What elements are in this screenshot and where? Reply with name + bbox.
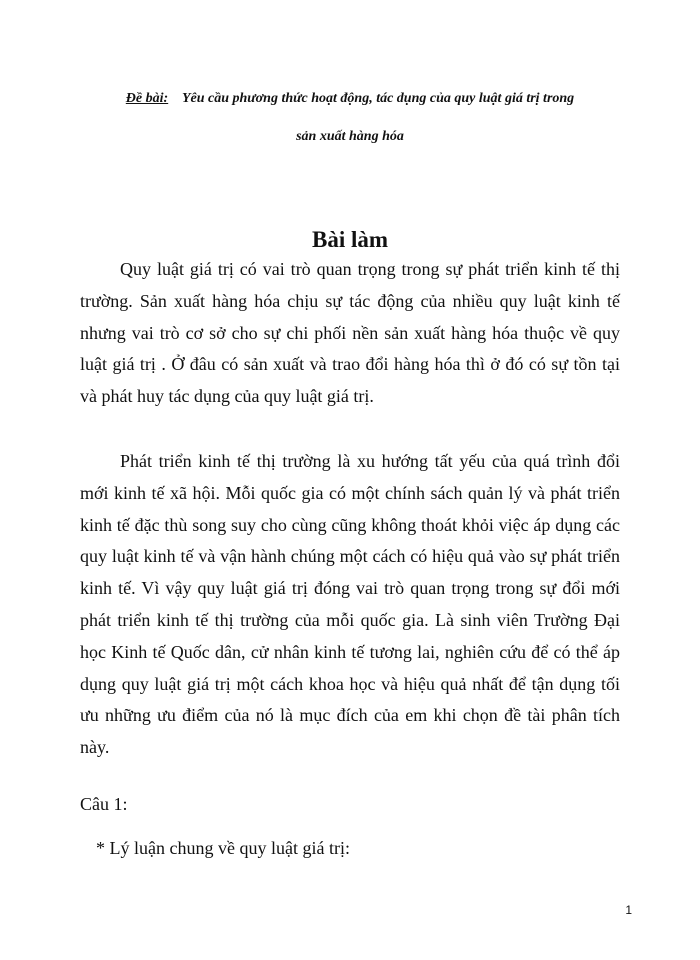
assignment-label: Đề bài: (125, 91, 169, 106)
section-label: Câu 1: (80, 794, 128, 814)
page-heading: Bài làm (311, 227, 389, 253)
assignment-text-line-1: Yêu cầu phương thức hoạt động, tác dụng của quy luật giá trị trong (181, 91, 575, 106)
subsection-label: * Lý luận chung về quy luật giá trị: (96, 838, 350, 858)
motivation-paragraph: Phát triển kinh tế thị trường là xu hướng tất yếu của quá trình đổi mới kinh tế xã hội. Mỗi quốc gia có một chính sách quản lý và phát triển kinh tế đặc thù song suy cho cùng cũng không thoát khỏi việc áp dụng các quy luật kinh tế và vận hành chúng một cách có hiệu quả vào sự phát triển kinh tế. Vì vậy quy luật giá trị đóng vai trò quan trọng trong sự đổi mới phát triển kinh tế thị trường của mỗi quốc gia. Là sinh viên Trường Đại học Kinh tế Quốc dân, cử nhân kinh tế tương lai, nghiên cứu để có thể áp dụng quy luật giá trị một cách khoa học và hiệu quả nhất để tận dụng tối ưu những ưu điểm của nó là mục đích của em khi chọn đề tài phân tích này. (80, 451, 620, 758)
intro-paragraph: Quy luật giá trị có vai trò quan trọng trong sự phát triển kinh tế thị trường. Sản xuất hàng hóa chịu sự tác động của nhiều quy luật kinh tế nhưng vai trò cơ sở cho sự chi phối nền sản xuất hàng hóa thuộc về quy luật giá trị . Ở đâu có sản xuất và trao đổi hàng hóa thì ở đó có sự tồn tại và phát huy tác dụng của quy luật giá trị. (80, 259, 620, 407)
assignment-title (80, 80, 620, 156)
assignment-text-line-2: sản xuất hàng hóa (296, 129, 404, 144)
page-number: 1 (625, 903, 632, 917)
